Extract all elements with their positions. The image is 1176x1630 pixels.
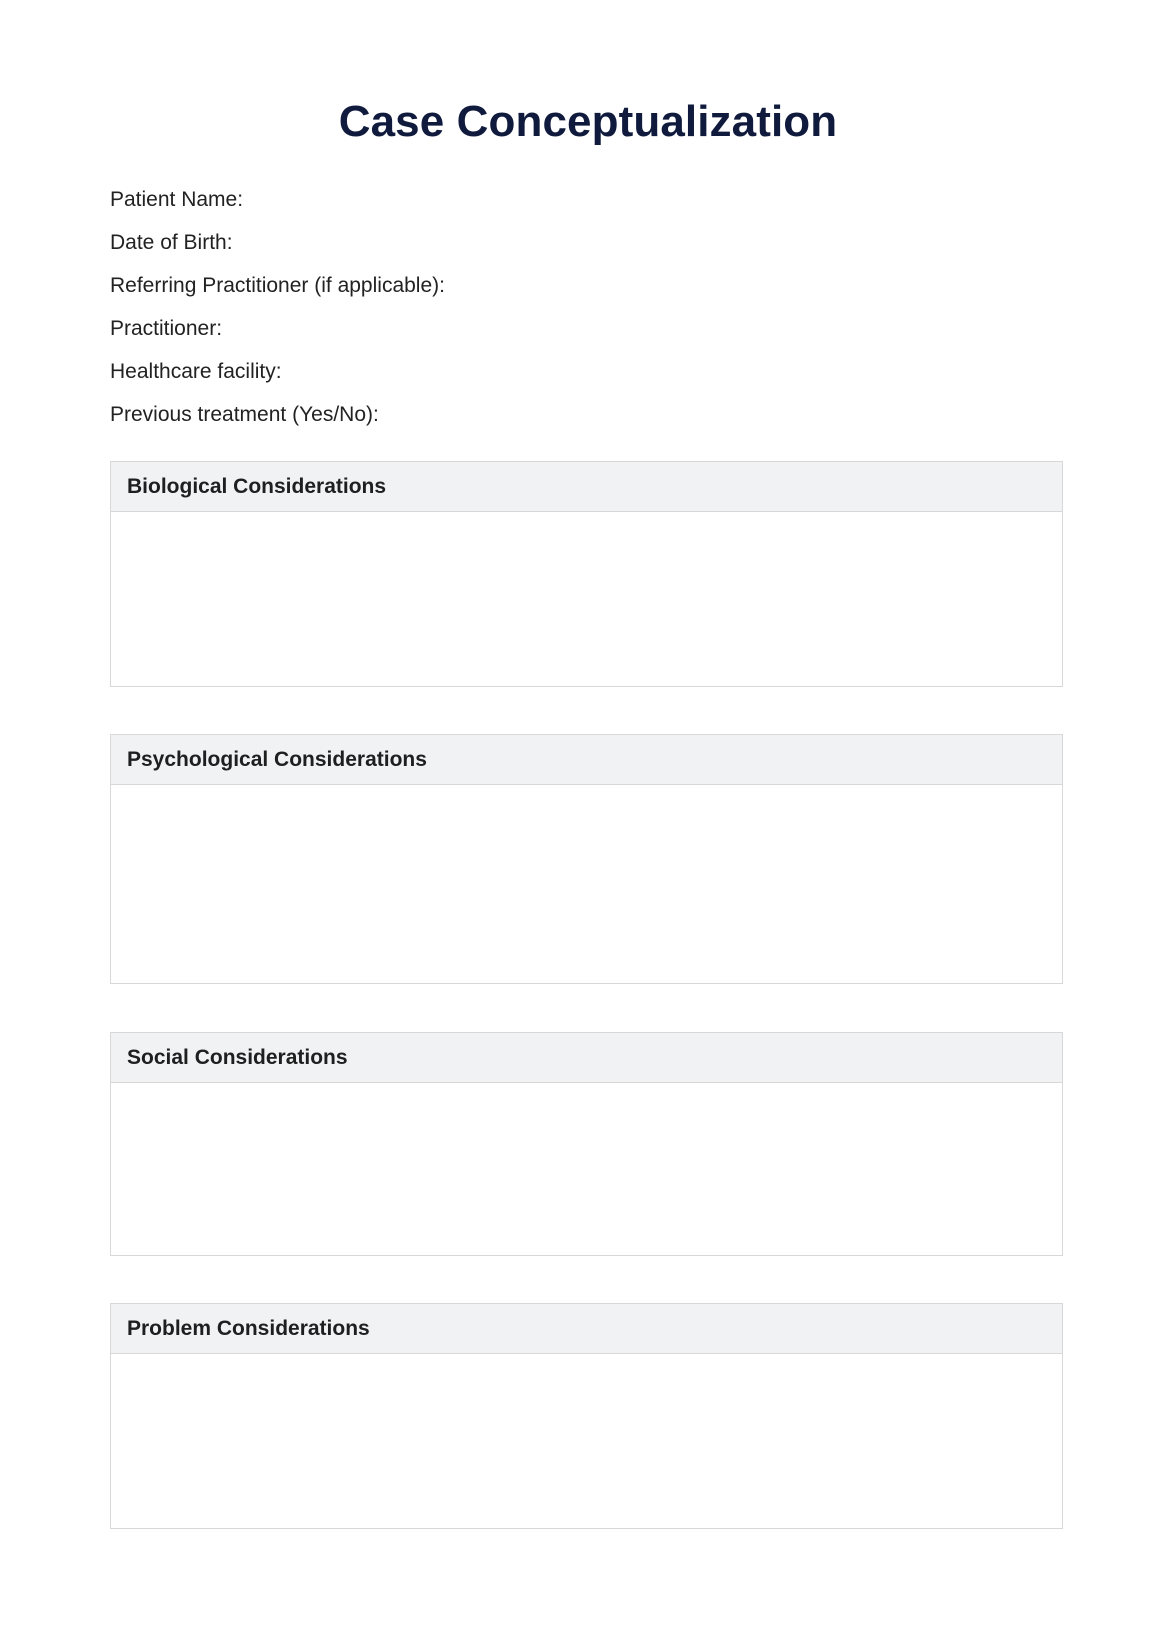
section-header: [111, 1304, 1062, 1354]
section-header: [111, 735, 1062, 785]
section-title: Social Considerations: [127, 1045, 348, 1069]
practitioner-label: Practitioner:: [110, 317, 223, 340]
psychological-considerations-section: [110, 734, 1063, 984]
psychological-considerations-field[interactable]: [111, 785, 1062, 982]
problem-considerations-field[interactable]: [111, 1354, 1062, 1527]
page-title: Case Conceptualization: [338, 97, 838, 146]
section-title: Biological Considerations: [127, 474, 387, 498]
previous-treatment-label: Previous treatment (Yes/No):: [110, 403, 379, 426]
section-header: [111, 1033, 1062, 1083]
section-title: Problem Considerations: [127, 1316, 370, 1340]
biological-considerations-field[interactable]: [111, 512, 1062, 686]
social-considerations-section: [110, 1032, 1063, 1256]
patient-info-block: [110, 178, 445, 436]
healthcare-facility-label: Healthcare facility:: [110, 360, 282, 383]
date-of-birth-label: Date of Birth:: [110, 231, 233, 254]
referring-practitioner-label: Referring Practitioner (if applicable):: [110, 274, 445, 297]
problem-considerations-section: [110, 1303, 1063, 1529]
social-considerations-field[interactable]: [111, 1083, 1062, 1254]
patient-name-label: Patient Name:: [110, 188, 244, 211]
section-title: Psychological Considerations: [127, 747, 427, 771]
section-header: [111, 462, 1062, 512]
biological-considerations-section: [110, 461, 1063, 687]
